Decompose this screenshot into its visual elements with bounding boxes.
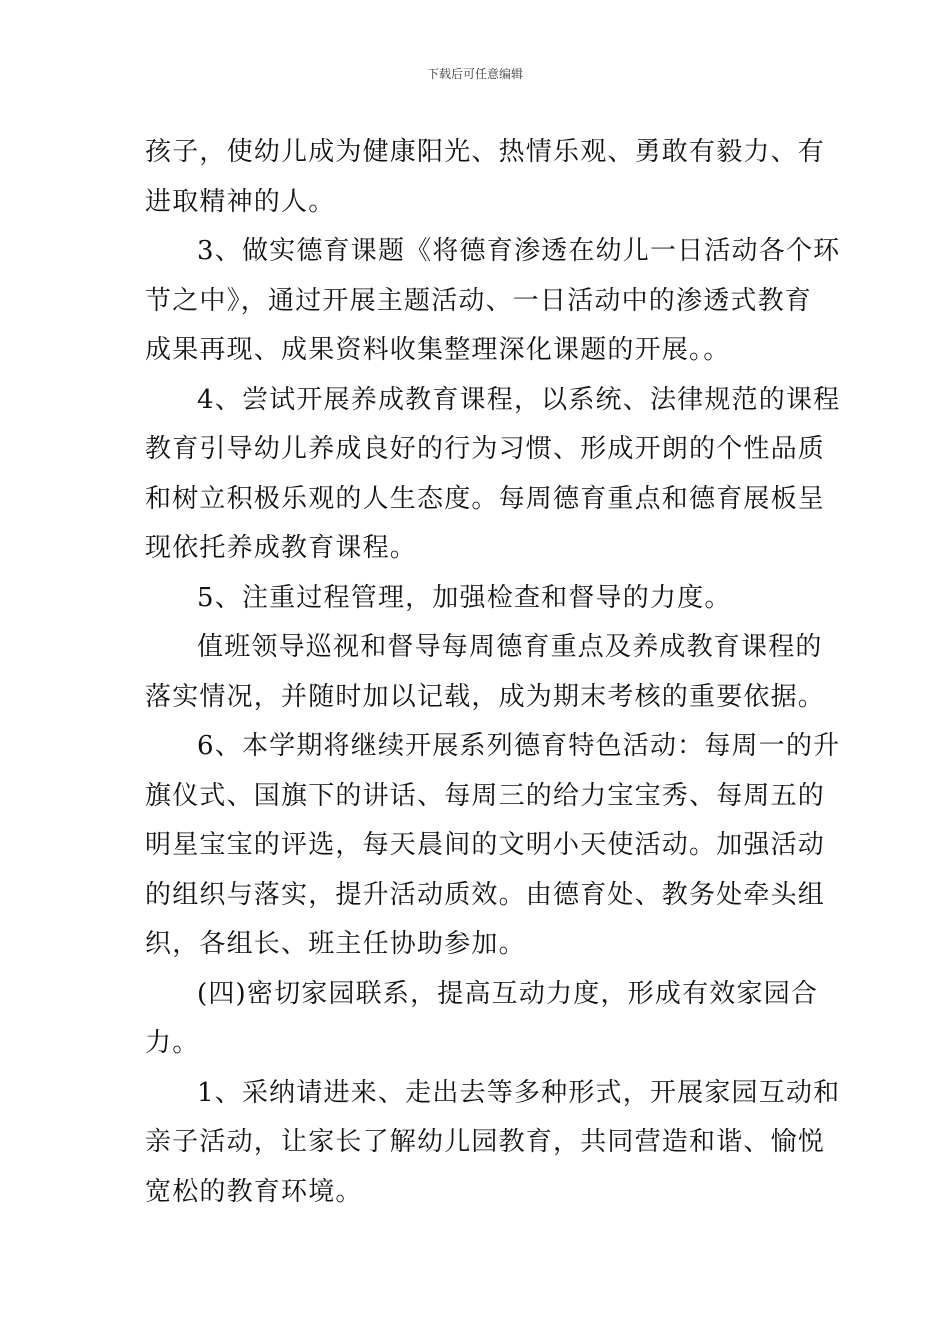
text-line: 1、采纳请进来、走出去等多种形式，开展家园互动和	[197, 1077, 841, 1108]
paragraph	[145, 128, 826, 227]
page-header: 下载后可任意编辑	[426, 67, 523, 81]
text-line: 教育引导幼儿养成良好的行为习惯、形成开朗的个性品质	[145, 434, 826, 464]
paragraph	[145, 376, 841, 574]
section-heading	[145, 970, 819, 1069]
text-line: 旗仪式、国旗下的讲话、每周三的给力宝宝秀、每周五的	[145, 780, 826, 811]
paragraph	[145, 227, 841, 376]
text-line: 落实情况，并随时加以记载，成为期末考核的重要依据。	[145, 681, 826, 712]
text-line: 和树立积极乐观的人生态度。每周德育重点和德育展板呈	[145, 483, 826, 514]
text-line: 的组织与落实，提升活动质效。由德育处、教务处牵头组	[145, 879, 826, 910]
text-line: 力。	[145, 1028, 200, 1058]
text-line: 值班领导巡视和督导每周德育重点及养成教育课程的	[197, 632, 823, 662]
paragraph	[145, 1069, 841, 1218]
paragraph	[145, 623, 826, 722]
text-line: 4、尝试开展养成教育课程，以系统、法律规范的课程	[197, 384, 841, 415]
document-body	[145, 128, 841, 1217]
text-line: 成果再现、成果资料收集整理深化课题的开展。。	[145, 335, 731, 365]
text-line: 宽松的教育环境。	[145, 1176, 363, 1207]
text-line: 5、注重过程管理，加强检查和督导的力度。	[197, 582, 732, 613]
text-line: 孩子，使幼儿成为健康阳光、热情乐观、勇敢有毅力、有	[145, 137, 826, 167]
text-line: 明星宝宝的评选，每天晨间的文明小天使活动。加强活动	[145, 830, 826, 860]
text-line: 亲子活动，让家长了解幼儿园教育，共同营造和谐、愉悦	[145, 1127, 826, 1157]
text-line: 进取精神的人。	[145, 186, 336, 217]
paragraph	[145, 574, 810, 624]
text-line: (四)密切家园联系，提高互动力度，形成有效家园合	[197, 978, 819, 1009]
text-line: 织，各组长、班主任协助参加。	[145, 929, 526, 959]
paragraph	[145, 722, 841, 970]
text-line: 6、本学期将继续开展系列德育特色活动：每周一的升	[197, 731, 841, 761]
text-line: 3、做实德育课题《将德育渗透在幼儿一日活动各个环	[197, 236, 841, 266]
text-line: 现依托养成教育课程。	[145, 533, 418, 563]
text-line: 节之中》，通过开展主题活动、一日活动中的渗透式教育	[145, 285, 813, 316]
